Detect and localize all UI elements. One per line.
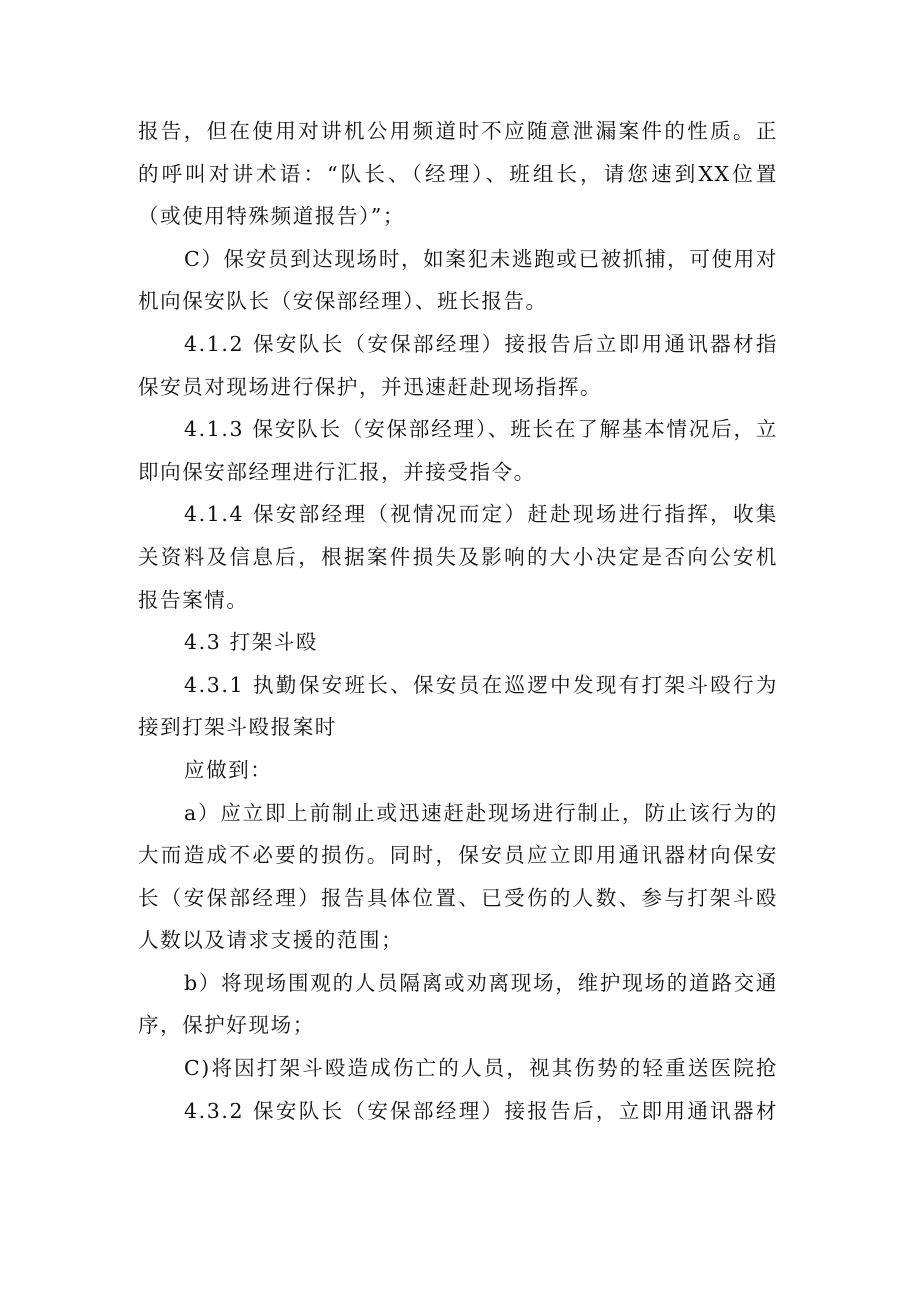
section-4-1-3-line-2: 即向保安部经理进行汇报，并接受指令。 xyxy=(138,459,536,484)
section-4-3-1-line-1: 4.3.1 执勤保安班长、保安员在巡逻中发现有打架斗殴行为 xyxy=(184,672,778,697)
section-4-1-4-line-2: 关资料及信息后，根据案件损失及影响的大小决定是否向公安机 xyxy=(138,544,778,569)
item-b-line-2: 序，保护好现场； xyxy=(138,1013,315,1038)
item-a-line-2: 大而造成不必要的损伤。同时，保安员应立即用通讯器材向保安 xyxy=(138,843,778,868)
paragraph-line-4: C）保安员到达现场时，如案犯未逃跑或已被抓捕，可使用对 xyxy=(184,246,778,271)
item-b-line-1: b）将现场围观的人员隔离或劝离现场，维护现场的道路交通 xyxy=(184,970,778,995)
section-heading-4-3: 4.3 打架斗殴 xyxy=(184,630,318,655)
section-4-3-1-line-2: 接到打架斗殴报案时 xyxy=(138,715,337,740)
item-c-line-1: C)将因打架斗殴造成伤亡的人员，视其伤势的轻重送医院抢 xyxy=(184,1056,778,1081)
section-4-1-4-line-1: 4.1.4 保安部经理（视情况而定）赶赴现场进行指挥，收集 xyxy=(184,502,778,527)
paragraph-line-3: （或使用特殊频道报告）”； xyxy=(138,204,406,229)
document-body xyxy=(138,110,778,1132)
section-4-3-2-line-1: 4.3.2 保安队长（安保部经理）接报告后，立即用通讯器材 xyxy=(184,1098,778,1123)
section-4-1-4-line-3: 报告案情。 xyxy=(138,587,249,612)
paragraph-line-5: 机向保安队长（安保部经理）、班长报告。 xyxy=(138,289,548,314)
paragraph-line-1: 报告，但在使用对讲机公用频道时不应随意泄漏案件的性质。正 xyxy=(138,119,778,143)
item-a-line-1: a）应立即上前制止或迅速赶赴现场进行制止，防止该行为的 xyxy=(184,800,778,825)
item-a-line-3: 长（安保部经理）报告具体位置、已受伤的人数、参与打架斗殴 xyxy=(138,885,778,910)
item-a-line-4: 人数以及请求支援的范围； xyxy=(138,928,404,953)
paragraph-line-2: 的呼叫对讲术语：“队长、（经理）、班组长，请您速到XX位置 xyxy=(138,161,778,186)
section-4-3-1-line-3: 应做到： xyxy=(184,757,273,782)
section-4-1-3-line-1: 4.1.3 保安队长（安保部经理）、班长在了解基本情况后，立 xyxy=(184,417,778,442)
section-4-1-2-line-1: 4.1.2 保安队长（安保部经理）接报告后立即用通讯器材指 xyxy=(184,331,778,356)
section-4-1-2-line-2: 保安员对现场进行保护，并迅速赶赴现场指挥。 xyxy=(138,374,603,399)
